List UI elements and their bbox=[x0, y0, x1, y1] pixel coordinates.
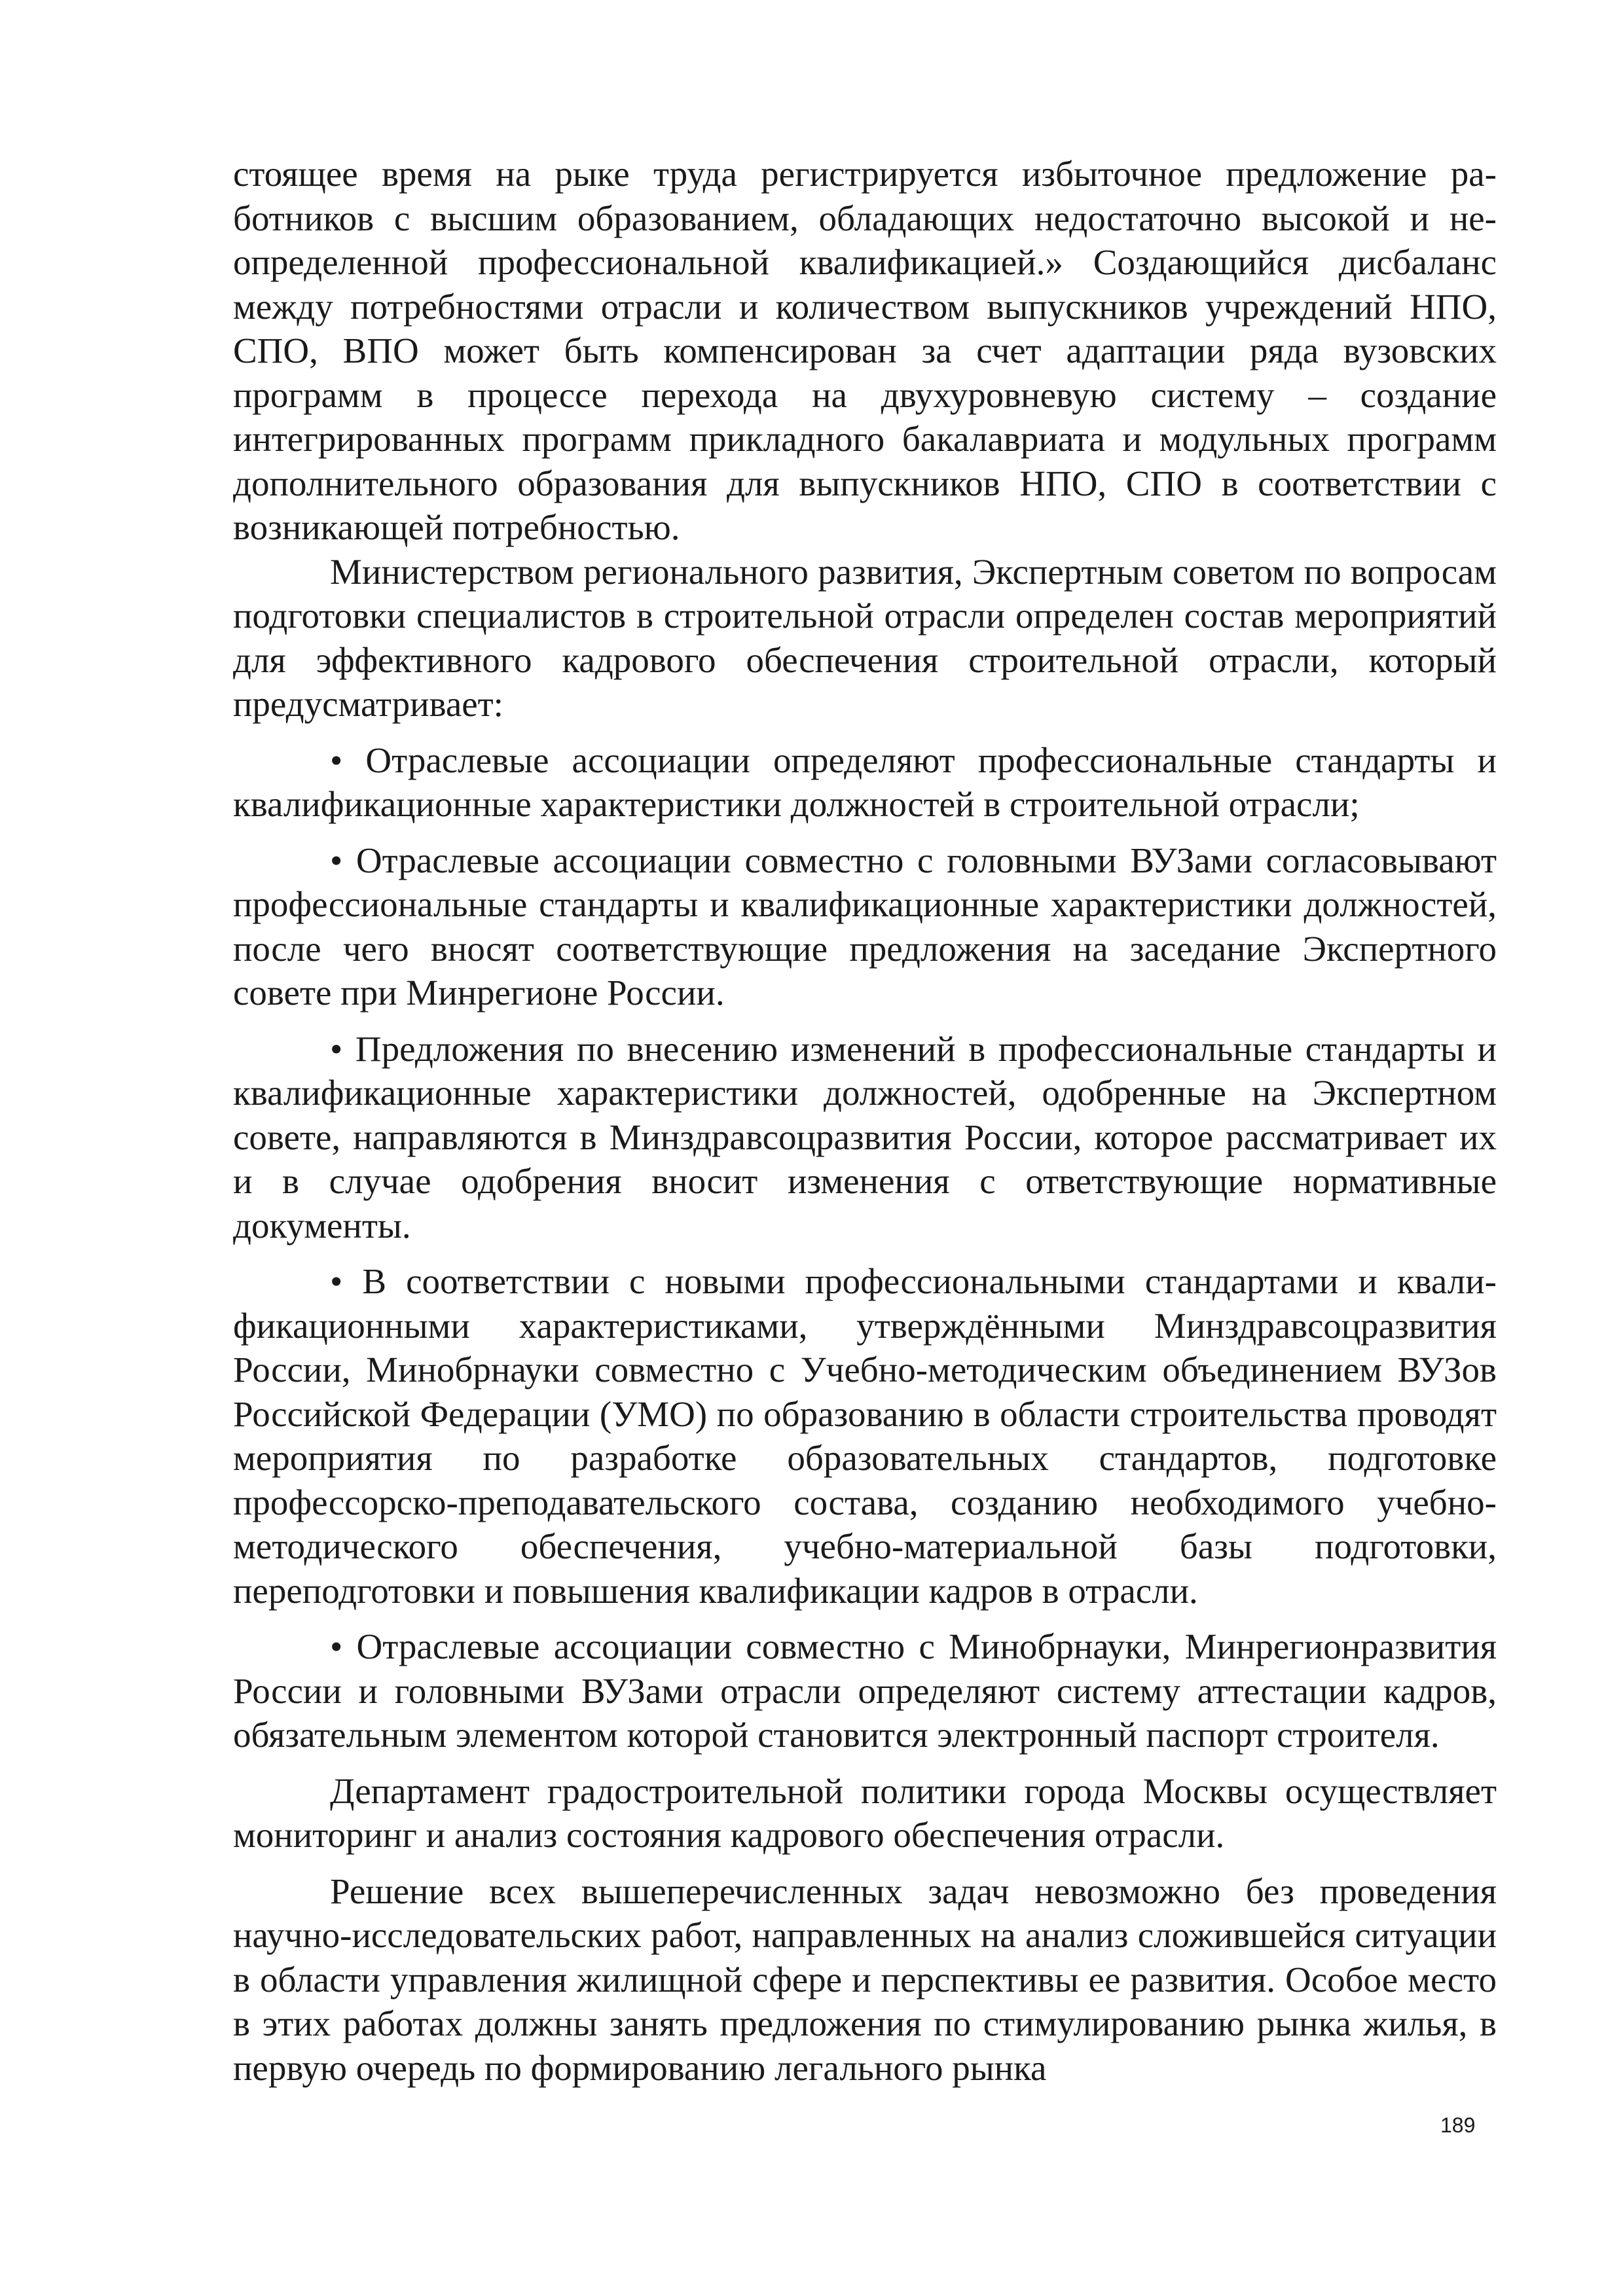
page-number: 189 bbox=[1440, 2113, 1476, 2137]
paragraph-moscow-department: Департамент градостроительной политики города Москвы осуществляет мониторинг и анализ состояния кадрового обеспечения отрасли. bbox=[233, 1770, 1497, 1855]
bullet-item-coordination: • Отраслевые ассоциации совместно с головными ВУЗами согласовывают профессиональные стандарты и квалификационные характеристики должностей, после чего вносят соответствующие предложения на заседание Экспертного совете при Минрегионе России. bbox=[233, 840, 1497, 1013]
paragraph-ministry-measures: Министерством регионального развития, Экспертным советом по вопросам подготовки специалистов в строительной отрасли определен состав мероприятий для эффективного кадрового обеспечения строительной отрасли, который предусматривает: bbox=[233, 551, 1497, 724]
paragraph-continuation: стоящее время на рыке труда регистрируется избыточное предложение работников с высшим образованием, обладающих недостаточно высокой и неопределенной профессиональной квалификацией.» Создающийся дисбаланс между потребностями отрасли и количеством выпускников учреждений НПО, СПО, ВПО может быть компенсирован за счет адаптации ряда вузовских программ в процессе перехода на двухуровневую систему – создание интегрированных программ прикладного бакалавриата и модульных программ дополнительного образования для выпускников НПО, СПО в соответствии с возникающей потребностью. bbox=[233, 154, 1497, 547]
paragraph-research: Решение всех вышеперечисленных задач невозможно без проведения научно-исследовательских работ, направленных на анализ сложившейся ситуации в области управления жилищной сфере и перспективы ее развития. Особое место в этих работах должны занять предложения по стимулированию рынка жилья, в первую очередь по формированию легального рынка bbox=[233, 1871, 1497, 2088]
bullet-item-attestation: • Отраслевые ассоциации совместно с Минобрнауки, Минрегионразвития России и головными ВУЗами отрасли определяют систему аттестации кадров, обязательным элементом которой становится электронный паспорт строителя. bbox=[233, 1626, 1497, 1755]
document-body bbox=[233, 152, 1497, 2090]
bullet-item-standards: • Отраслевые ассоциации определяют профессиональные стандарты и квалификационные характеристики должностей в строительной отрасли; bbox=[233, 740, 1497, 824]
bullet-item-amendments: • Предложения по внесению изменений в профессиональные стандарты и квалификационные характеристики должностей, одобренные на Экспертном совете, направляются в Минздравсоцразвития России, которое рассматривает их и в случае одобрения вносит изменения с ответствующие нормативные документы. bbox=[233, 1028, 1497, 1246]
bullet-item-education-standards: • В соответствии с новыми профессиональными стандартами и квалификационными характеристиками, утверждёнными Минздравсоцразвития России, Минобрнауки совместно с Учебно-методическим объединением ВУЗов Российской Федерации (УМО) по образованию в области строительства проводят мероприятия по разработке образовательных стандартов, подготовке профессорско-преподавательского состава, созданию необходимого учебно-методического обеспечения, учебно-материальной базы подготовки, переподготовки и повышения квалификации кадров в отрасли. bbox=[233, 1261, 1497, 1611]
